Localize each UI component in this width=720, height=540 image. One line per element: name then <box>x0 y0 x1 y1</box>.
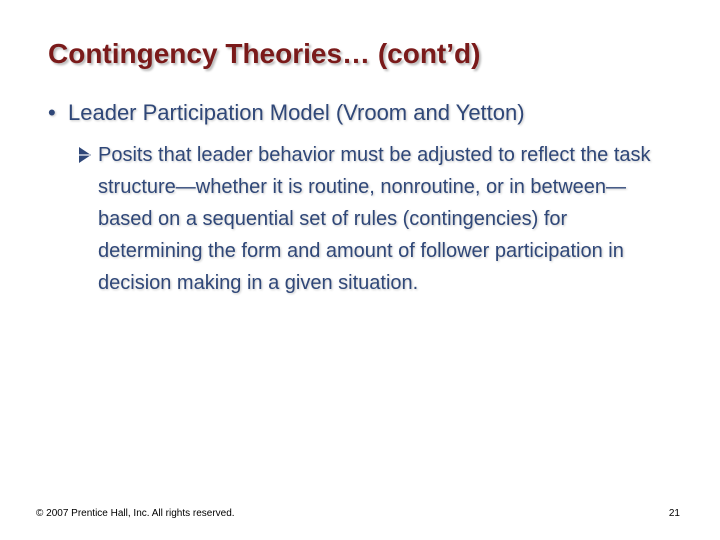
slide-title: Contingency Theories… (cont’d) <box>48 38 481 69</box>
bullet-level-1 <box>48 96 525 130</box>
bullet-level-2-text: Posits that leader behavior must be adjusted to reflect the task structure—whether it is routine, nonroutine, or in between—based on a sequential set of rules (contingencies) for determining the form and amount of follower participation in decision making in a given situation. <box>98 144 651 294</box>
page-number: 21 <box>668 508 680 519</box>
copyright-footer: © 2007 Prentice Hall, Inc. All rights reserved. <box>36 508 235 519</box>
bullet-level-1-text: Leader Participation Model (Vroom and Yetton) <box>68 100 525 125</box>
bullet-dot: • <box>48 100 56 125</box>
bullet-level-2 <box>76 139 676 299</box>
arrow-bullet-icon <box>76 139 98 171</box>
